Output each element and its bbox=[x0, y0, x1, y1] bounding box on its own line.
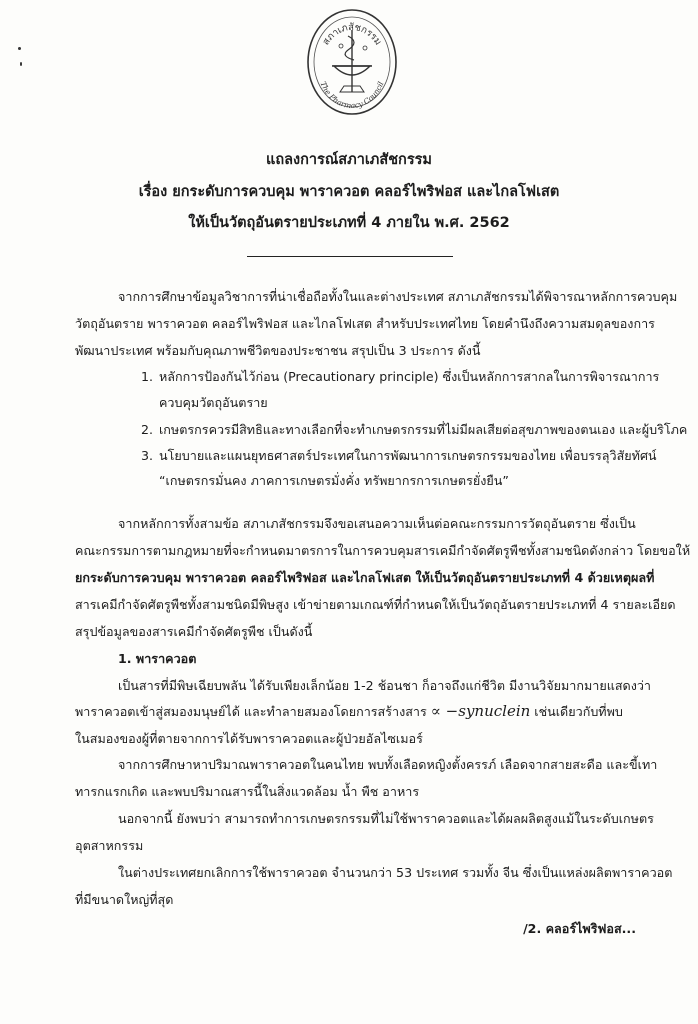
principle-text: เกษตรกรควรมีสิทธิและทางเลือกที่จะทำเกษตรกรรมที่ไม่มีผลเสียต่อสุขภาพของตนเอง และผู้บริโภค bbox=[159, 422, 688, 437]
seal-bottom-text: The Pharmacy Council bbox=[318, 80, 386, 111]
continued-next-page: /2. คลอร์ไพริฟอส... bbox=[523, 921, 636, 936]
statement-title: แถลงการณ์สภาเภสัชกรรม bbox=[266, 152, 432, 168]
principle-text-continued: “เกษตรกรมั่นคง ภาคการเกษตรมั่งคั่ง ทรัพยากรการเกษตรยั่งยืน” bbox=[159, 473, 509, 488]
scan-speck bbox=[20, 62, 22, 66]
principle-text: นโยบายและแผนยุทธศาสตร์ประเทศในการพัฒนาการเกษตรกรรมของไทย เพื่อบรรลุวิสัยทัศน์ bbox=[159, 448, 657, 463]
paraquat-paragraph: นอกจากนี้ ยังพบว่า สามารถทำการเกษตรกรรมที่ไม่ใช้พาราควอตและได้ผลผลิตสูงแม้ในระดับเกษตร bbox=[118, 811, 654, 826]
paraquat-paragraph: อุตสาหกรรม bbox=[75, 838, 144, 853]
paraquat-paragraph: จากการศึกษาหาปริมาณพาราควอตในคนไทย พบทั้งเลือดหญิงตั้งครรภ์ เลือดจากสายสะดือ และขี้เทา bbox=[118, 757, 658, 772]
statement-subject-line2: ให้เป็นวัตถุอันตรายประเภทที่ 4 ภายใน พ.ศ. 2562 bbox=[188, 215, 510, 231]
header-divider bbox=[247, 256, 453, 257]
principle-text: หลักการป้องกันไว้ก่อน (Precautionary principle) ซึ่งเป็นหลักการสากลในการพิจารณาการ bbox=[159, 369, 660, 384]
proposal-line-emphasis: ยกระดับการควบคุม พาราควอต คลอร์ไพริฟอส และไกลโฟเสต ให้เป็นวัตถุอันตรายประเภทที่ 4 ด้วยเหตุผลที่ bbox=[75, 570, 655, 585]
proposal-line: สารเคมีกำจัดศัตรูพืชทั้งสามชนิดมีพิษสูง เข้าข่ายตามเกณฑ์ที่กำหนดให้เป็นวัตถุอันตรายประเภทที่ 4 รายละเอียด bbox=[75, 597, 676, 612]
paraquat-paragraph: ในต่างประเทศยกเลิกการใช้พาราควอต จำนวนกว่า 53 ประเทศ รวมทั้ง จีน ซึ่งเป็นแหล่งผลิตพาราควอต bbox=[118, 865, 673, 880]
principle-number: 3. bbox=[141, 448, 154, 463]
principle-text-continued: ควบคุมวัตถุอันตราย bbox=[159, 395, 268, 410]
principle-item bbox=[141, 369, 659, 385]
intro-line: วัตถุอันตราย พาราควอต คลอร์ไพริฟอส และไกลโฟเสต สำหรับประเทศไทย โดยคำนึงถึงความสมดุลของการ bbox=[75, 316, 655, 331]
principle-item bbox=[141, 422, 687, 438]
principle-item bbox=[141, 448, 657, 464]
proposal-line: คณะกรรมการตามกฎหมายที่จะกำหนดมาตรการในการควบคุมสารเคมีกำจัดศัตรูพืชทั้งสามชนิดดังกล่าว โดยขอให้ bbox=[75, 543, 691, 558]
principle-number: 1. bbox=[141, 369, 154, 384]
paraquat-paragraph: ในสมองของผู้ที่ตายจากการได้รับพาราควอตและผู้ป่วยอัลไซเมอร์ bbox=[75, 731, 423, 746]
paraquat-text: พาราควอตเข้าสู่สมองมนุษย์ได้ และทำลายสมองโดยการสร้างสาร bbox=[75, 704, 427, 719]
seal-top-text: สภาเภสัชกรรม bbox=[320, 21, 384, 48]
paraquat-paragraph: ทารกแรกเกิด และพบปริมาณสารนี้ในสิ่งแวดล้อม น้ำ พืช อาหาร bbox=[75, 784, 420, 799]
intro-line: จากการศึกษาข้อมูลวิชาการที่น่าเชื่อถือทั้งในและต่างประเทศ สภาเภสัชกรรมได้พิจารณาหลักการควบคุม bbox=[118, 289, 678, 304]
principle-number: 2. bbox=[141, 422, 154, 437]
scan-speck bbox=[18, 47, 21, 50]
statement-subject: เรื่อง ยกระดับการควบคุม พาราควอต คลอร์ไพริฟอส และไกลโฟเสต bbox=[138, 184, 560, 200]
proposal-line: สรุปข้อมูลของสารเคมีกำจัดศัตรูพืช เป็นดังนี้ bbox=[75, 624, 313, 639]
proposal-line: จากหลักการทั้งสามข้อ สภาเภสัชกรรมจึงขอเสนอความเห็นต่อคณะกรรมการวัตถุอันตราย ซึ่งเป็น bbox=[118, 516, 636, 531]
paraquat-text: เช่นเดียวกับที่พบ bbox=[534, 704, 623, 719]
pharmacy-council-seal bbox=[304, 6, 400, 118]
section-heading-paraquat: 1. พาราควอต bbox=[118, 651, 197, 666]
paraquat-paragraph bbox=[75, 703, 623, 720]
pharmacy-bowl-snake-icon bbox=[332, 30, 372, 92]
intro-line: พัฒนาประเทศ พร้อมกับคุณภาพชีวิตของประชาชน สรุปเป็น 3 ประการ ดังนี้ bbox=[75, 343, 481, 358]
paraquat-paragraph: ที่มีขนาดใหญ่ที่สุด bbox=[75, 892, 174, 907]
paraquat-paragraph: เป็นสารที่มีพิษเฉียบพลัน ได้รับเพียงเล็กน้อย 1-2 ช้อนชา ก็อาจถึงแก่ชีวิต มีงานวิจัยมากมายแสดงว่า bbox=[118, 678, 651, 693]
alpha-synuclein-term: ∝ −synuclein bbox=[430, 702, 531, 720]
